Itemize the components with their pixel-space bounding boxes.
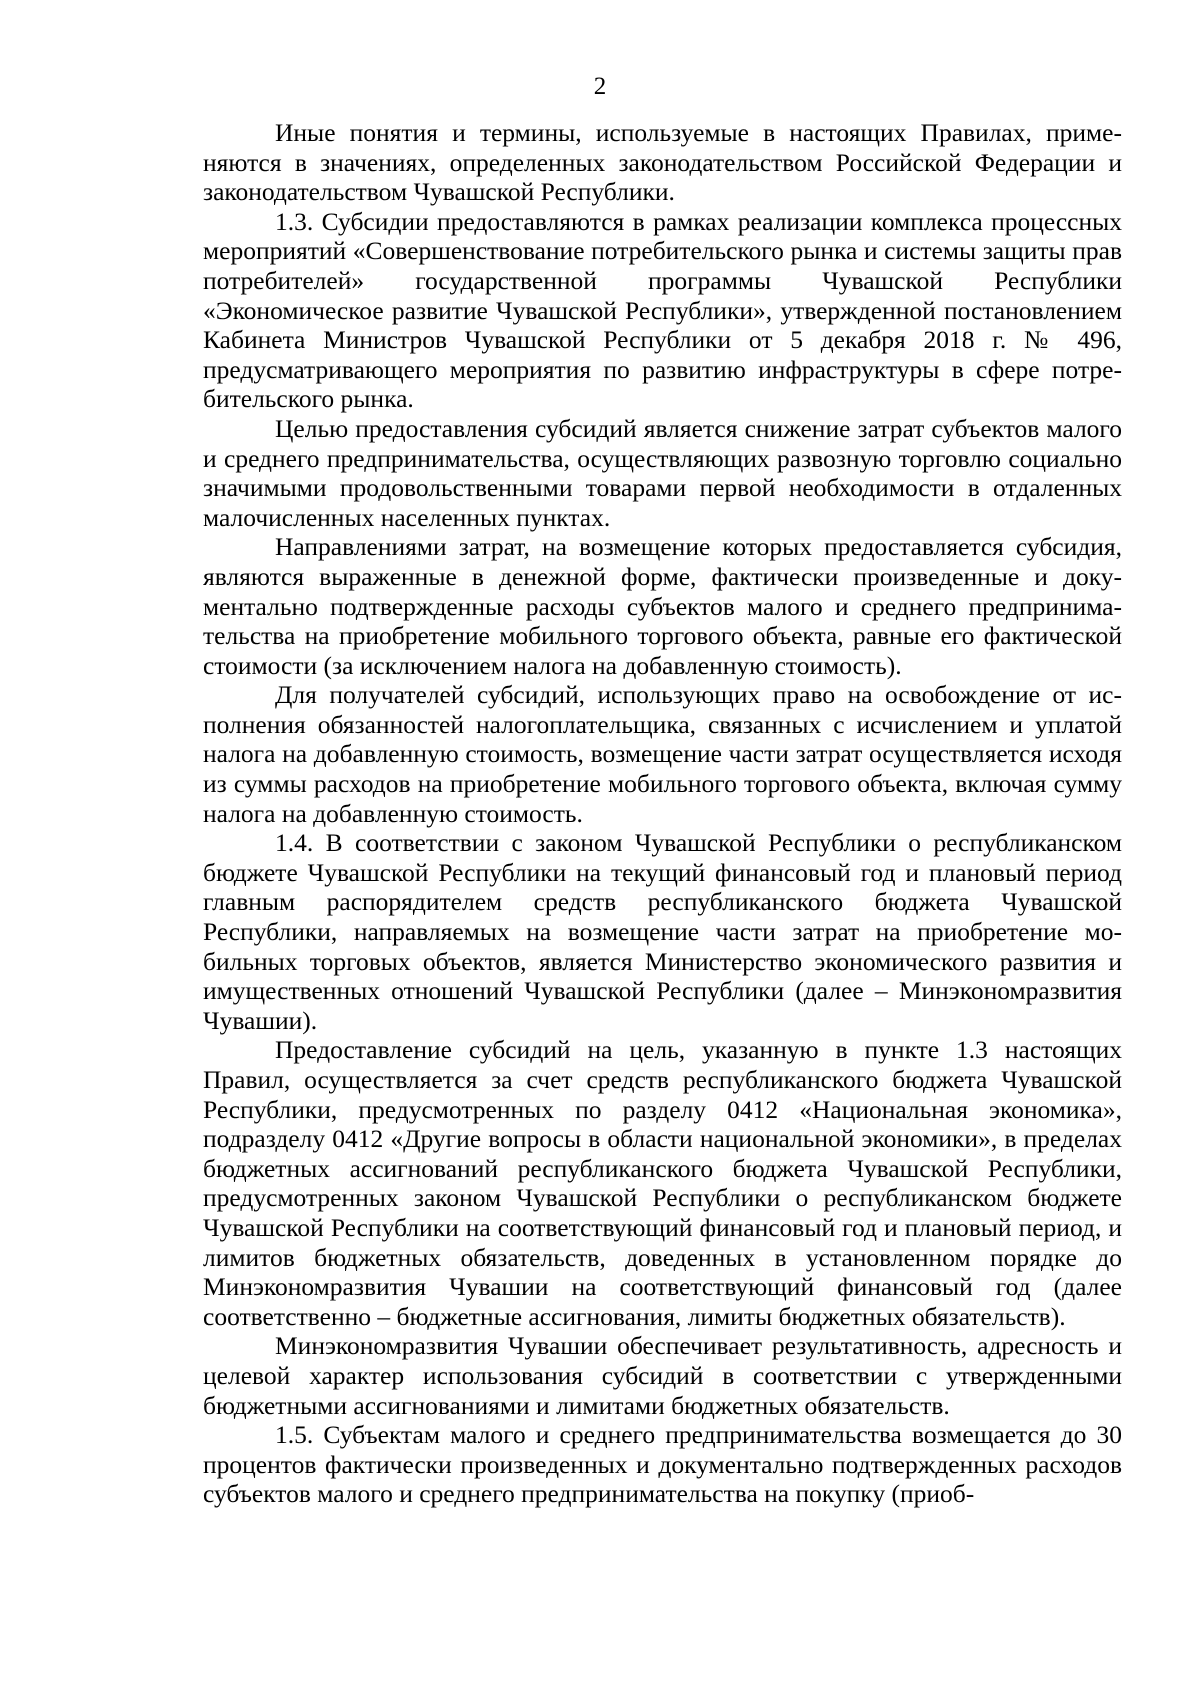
paragraph-cost-directions: Направлениями затрат, на возмещение которых предоставляется субсидия, являются выраженные в денежной форме, фактически произведенные и документально подтвержденные расходы субъектов малого и среднего предпринимательства на приобретение мобильного торгового объекта, равные его фактической стоимости (за исключением налога на добавленную стоимость). xyxy=(203,532,1122,680)
page-number: 2 xyxy=(593,73,607,100)
paragraph-purpose: Целью предоставления субсидий является снижение затрат субъектов малого и среднего предпринимательства, осуществляющих развозную торговлю социально значимыми продовольственными товарами первой необходимости в отдаленных малочисленных населенных пунктах. xyxy=(203,413,1122,532)
paragraph-terms: Иные понятия и термины, используемые в настоящих Правилах, применяются в значениях, определенных законодательством Российской Федерации и законодательством Чувашской Республики. xyxy=(203,118,1122,207)
paragraph-vat-exemption: Для получателей субсидий, использующих право на освобождение от исполнения обязанностей налогоплательщика, связанных с исчислением и уплатой налога на добавленную стоимость, возмещение части затрат осуществляется исходя из суммы расходов на приобретение мобильного торгового объекта, включая сумму налога на добавленную стоимость. xyxy=(203,680,1122,828)
paragraph-funding: Предоставление субсидий на цель, указанную в пункте 1.3 настоящих Правил, осуществляется за счет средств республиканского бюджета Чувашской Республики, предусмотренных по разделу 0412 «Национальная экономика», подразделу 0412 «Другие вопросы в области национальной экономики», в пределах бюджетных ассигнований республиканского бюджета Чувашской Республики, предусмотренных законом Чувашской Республики о республиканском бюджете Чувашской Республики на соответствующий финансовый год и плановый период, и лимитов бюджетных обязательств, доведенных в установленном порядке до Минэкономразвития Чувашии на соответствующий финансовый год (далее соответственно – бюджетные ассигнования, лимиты бюджетных обязательств). xyxy=(203,1035,1122,1331)
paragraph-1-3: 1.3. Субсидии предоставляются в рамках реализации комплекса процессных мероприятий «Совершенствование потребительского рынка и системы защиты прав потребителей» государственной программы Чувашской Республики «Экономическое развитие Чувашской Республики», утвержденной постановлением Кабинета Министров Чувашской Республики от 5 декабря 2018 г. № 496, предусматривающего мероприятия по развитию инфраструктуры в сфере потребительского рынка. xyxy=(203,206,1122,414)
paragraph-1-5: 1.5. Субъектам малого и среднего предпринимательства возмещается до 30 процентов фактически произведенных и документально подтвержденных расходов субъектов малого и среднего предпринимательства на покупку (приоб- xyxy=(203,1420,1122,1509)
document-body xyxy=(203,118,1122,1509)
paragraph-effectiveness: Минэкономразвития Чувашии обеспечивает результативность, адресность и целевой характер использования субсидий в соответствии с утвержденными бюджетными ассигнованиями и лимитами бюджетных обязательств. xyxy=(203,1331,1122,1420)
paragraph-1-4: 1.4. В соответствии с законом Чувашской Республики о республиканском бюджете Чувашской Республики на текущий финансовый год и плановый период главным распорядителем средств республиканского бюджета Чувашской Республики, направляемых на возмещение части затрат на приобретение мобильных торговых объектов, является Министерство экономического развития и имущественных отношений Чувашской Республики (далее – Минэкономразвития Чувашии). xyxy=(203,828,1122,1035)
